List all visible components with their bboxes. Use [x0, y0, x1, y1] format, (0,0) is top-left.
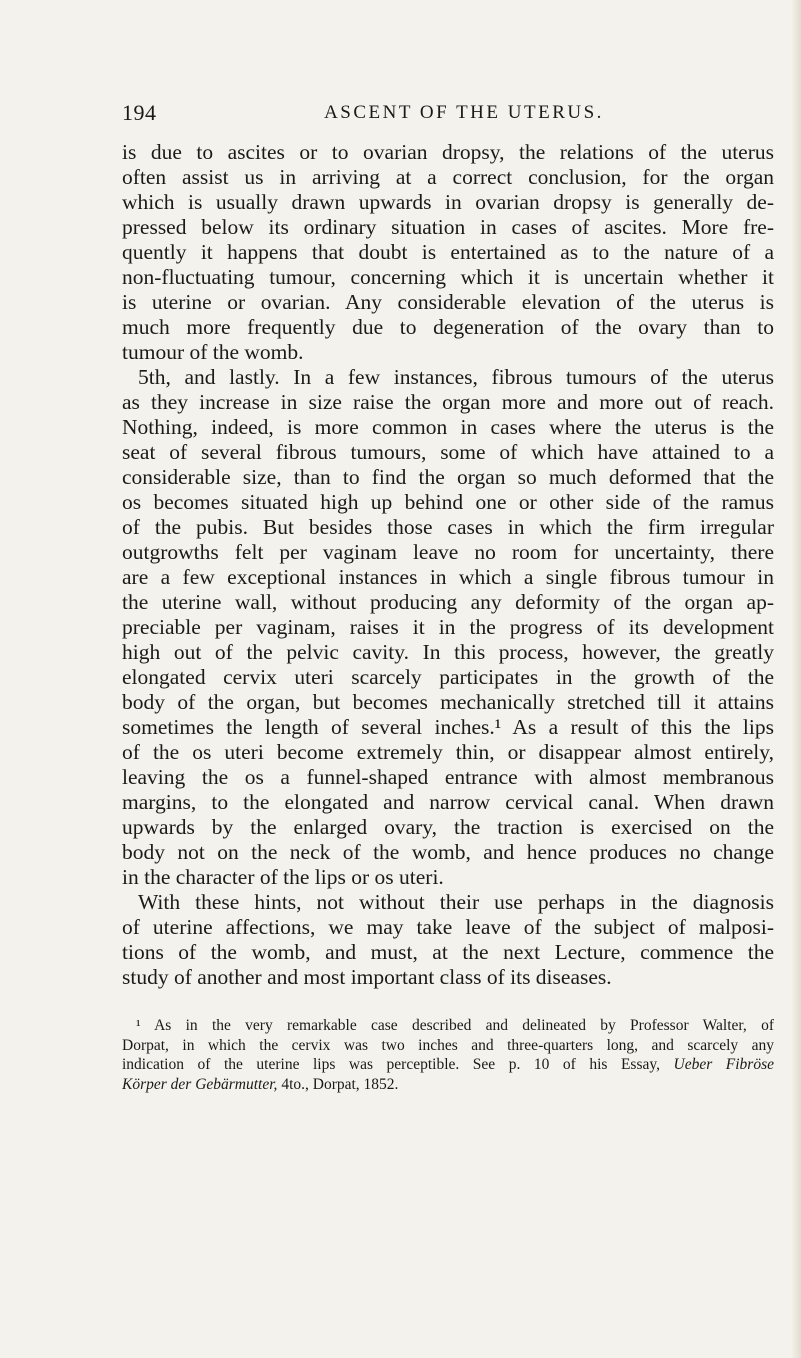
text-line: leaving the os a funnel-shaped entrance with almost membranous [122, 765, 774, 789]
text-line: as they increase in size raise the organ more and more out of reach. [122, 390, 774, 414]
text-line: sometimes the length of several inches.¹ As a result of this the lips [122, 715, 774, 739]
footnote-line: ¹ As in the very remarkable case described and delineated by Professor Walter, of [136, 1017, 774, 1034]
text-line: are a few exceptional instances in which a single fibrous tumour in [122, 565, 774, 589]
text-line: pressed below its ordinary situation in cases of ascites. More fre- [122, 215, 774, 239]
footnote-text: 4to., Dorpat, 1852. [277, 1075, 399, 1093]
text-line: Nothing, indeed, is more common in cases where the uterus is the [122, 415, 774, 439]
text-line: of the pubis. But besides those cases in which the firm irregular [122, 515, 774, 539]
footnote-title: Körper der Gebärmutter, [122, 1075, 278, 1093]
text-line: is due to ascites or to ovarian dropsy, the relations of the uterus [122, 140, 774, 164]
text-line: high out of the pelvic cavity. In this process, however, the greatly [122, 640, 774, 664]
text-line: tumour of the womb. [122, 340, 304, 364]
text-line: in the character of the lips or os uteri. [122, 865, 444, 889]
text-line: of the os uteri become extremely thin, or disappear almost entirely, [122, 740, 774, 764]
page-header [122, 100, 776, 130]
text-line: os becomes situated high up behind one or other side of the ramus [122, 490, 774, 514]
text-line: study of another and most important class of its diseases. [122, 965, 612, 989]
page-edge [791, 0, 801, 1358]
text-line: quently it happens that doubt is entertained as to the nature of a [122, 240, 774, 264]
page-number: 194 [122, 100, 157, 125]
text-line: preciable per vaginam, raises it in the progress of its development [122, 615, 774, 639]
footnote-text: indication of the uterine lips was perceptible. See p. 10 of his Essay, [122, 1056, 674, 1073]
text-line: With these hints, not without their use perhaps in the diagnosis [138, 890, 774, 914]
text-line: considerable size, than to find the organ so much deformed that the [122, 465, 774, 489]
text-line: body not on the neck of the womb, and hence produces no change [122, 840, 774, 864]
footnote-title: Ueber Fibröse [673, 1056, 774, 1073]
running-head: ASCENT OF THE UTERUS. [324, 102, 604, 123]
text-line: margins, to the elongated and narrow cervical canal. When drawn [122, 790, 774, 814]
text-line: the uterine wall, without producing any deformity of the organ ap- [122, 590, 774, 614]
footnote-line: Dorpat, in which the cervix was two inches and three-quarters long, and scarcely any [122, 1036, 774, 1054]
text-line: which is usually drawn upwards in ovarian dropsy is generally de- [122, 190, 774, 214]
text-line: often assist us in arriving at a correct conclusion, for the organ [122, 165, 774, 189]
text-line: much more frequently due to degeneration of the ovary than to [122, 315, 774, 339]
footnote-line [122, 1075, 774, 1095]
text-line: 5th, and lastly. In a few instances, fibrous tumours of the uterus [138, 365, 774, 389]
text-line: outgrowths felt per vaginam leave no room for uncertainty, there [122, 540, 774, 564]
body-text [122, 140, 774, 990]
text-line: tions of the womb, and must, at the next Lecture, commence the [122, 940, 774, 964]
text-line: elongated cervix uteri scarcely participates in the growth of the [122, 665, 774, 689]
text-line: is uterine or ovarian. Any considerable elevation of the uterus is [122, 290, 774, 314]
footnote-line [122, 1055, 774, 1075]
text-line: non-fluctuating tumour, concerning which it is uncertain whether it [122, 265, 774, 289]
text-line: upwards by the enlarged ovary, the traction is exercised on the [122, 815, 774, 839]
text-line: body of the organ, but becomes mechanically stretched till it attains [122, 690, 774, 714]
text-line: seat of several fibrous tumours, some of which have attained to a [122, 440, 774, 464]
footnote [122, 1016, 774, 1094]
text-line: of uterine affections, we may take leave of the subject of malposi- [122, 915, 774, 939]
